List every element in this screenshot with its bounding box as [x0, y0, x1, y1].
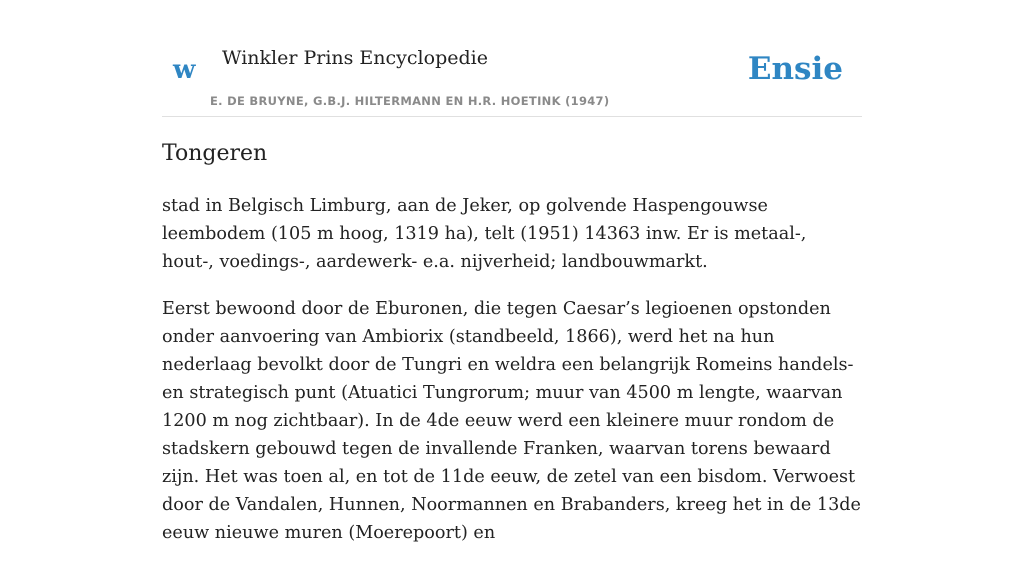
source-authors: E. DE BRUYNE, G.B.J. HILTERMANN EN H.R. HOETINK (1947) [210, 94, 610, 108]
article-body [162, 192, 862, 566]
article-title: Tongeren [162, 141, 268, 166]
source-header [162, 0, 862, 117]
article-paragraph: stad in Belgisch Limburg, aan de Jeker, op golvende Haspengouwse leembodem (105 m hoog, 1319 ha), telt (1951) 14363 inw. Er is metaal-, hout-, voedings-, aardewerk- e.a. nijverheid; landbouwmarkt. [162, 196, 807, 272]
article-paragraph: Eerst bewoond door de Eburonen, die tegen Caesar’s legioenen opstonden onder aanvoering van Ambiorix (standbeeld, 1866), werd het na hun nederlaag bevolkt door de Tungri en weldra een belangrijk Romeins handels- en strategisch punt (Atuatici Tungrorum; muur van 4500 m lengte, waarvan 1200 m nog zichtbaar). In de 4de eeuw werd een kleinere muur rondom de stadskern gebouwd tegen de invallende Franken, waarvan torens bewaard zijn. Het was toen al, en tot de 11de eeuw, de zetel van een bisdom. Verwoest door de Vandalen, Hunnen, Noormannen en Brabanders, kreeg het in de 13de eeuw nieuwe muren (Moerepoort) en [162, 299, 861, 543]
source-title[interactable]: Winkler Prins Encyclopedie [222, 47, 488, 69]
winkler-prins-logo[interactable]: w [173, 55, 196, 85]
ensie-brand-logo[interactable]: Ensie [747, 51, 843, 87]
